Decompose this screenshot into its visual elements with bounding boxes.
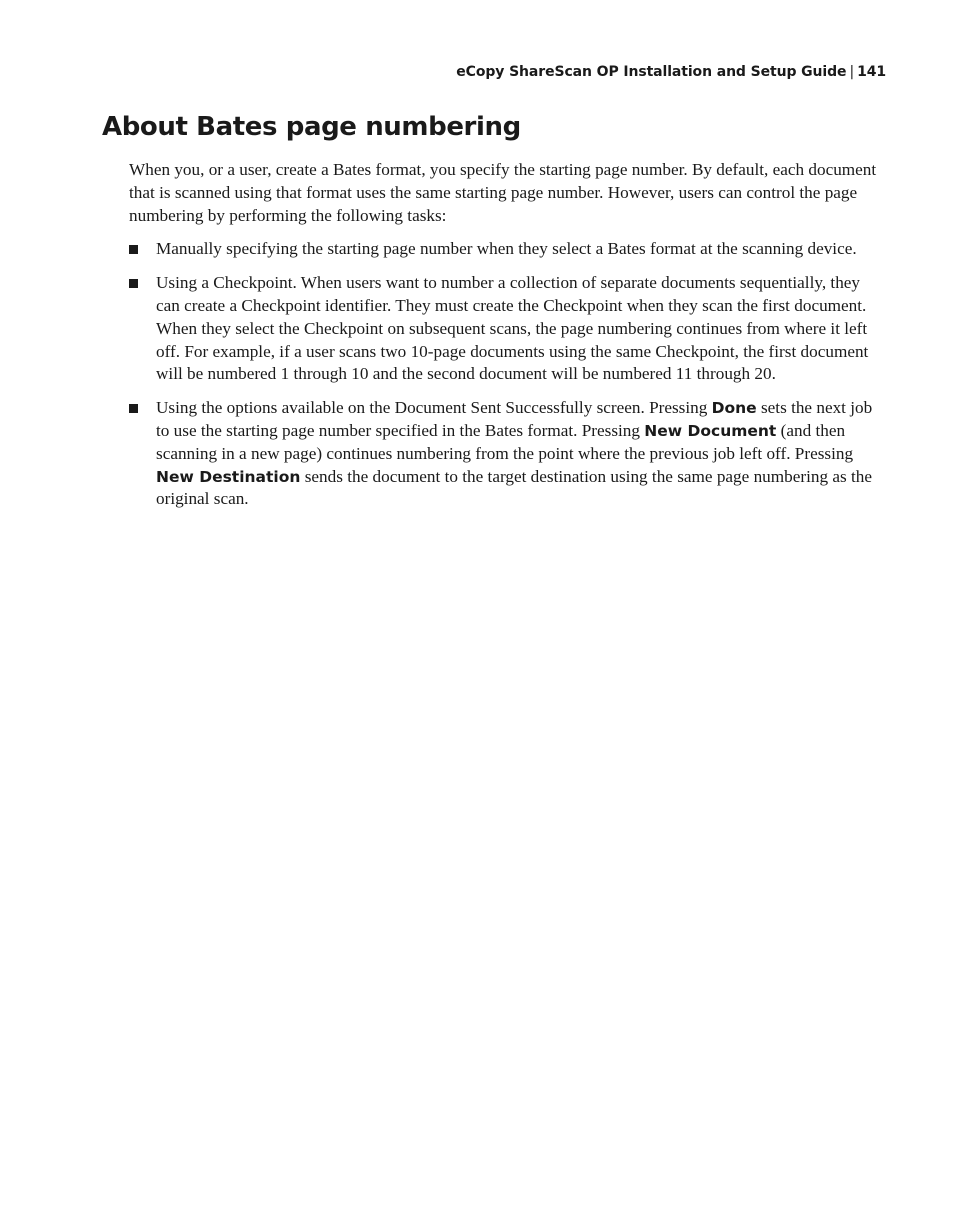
section-body [129,159,885,522]
list-item [129,238,885,261]
square-bullet-icon [129,404,138,413]
list-item [129,272,885,386]
ui-term-done: Done [711,399,757,418]
square-bullet-icon [129,279,138,288]
book-title: eCopy ShareScan OP Installation and Setup Guide [456,64,847,80]
header-separator: | [849,64,855,80]
page-number: 141 [857,64,886,80]
page-title: About Bates page numbering [102,112,521,142]
list-item-text-part: sets the next job to use the starting page number specified in the Bates format. Pressing [156,398,873,440]
list-item-text-part: Using the options available on the Document Sent Successfully screen. Pressing [156,398,712,418]
square-bullet-icon [129,245,138,254]
list-item-text-part: (and then scanning in a new page) continues numbering from the point where the previous job left off. Pressing [156,420,854,463]
ui-term-new-destination: New Destination [156,467,301,486]
ui-term-new-document: New Document [644,421,777,440]
task-list [129,238,885,511]
list-item-text-part: sends the document to the target destination using the same page numbering as the original scan. [156,466,872,509]
list-item-text: Using a Checkpoint. When users want to number a collection of separate documents sequentially, they can create a Checkpoint identifier. They must create the Checkpoint when they scan the first document. When they select the Checkpoint on subsequent scans, the page numbering continues from where it left off. For example, if a user scans two 10-page documents using the same Checkpoint, the first document will be numbered 1 through 10 and the second document will be numbered 11 through 20. [156,273,869,384]
intro-paragraph: When you, or a user, create a Bates format, you specify the starting page number. By default, each document that is scanned using that format uses the same starting page number. However, users can control the page numbering by performing the following tasks: [129,160,877,225]
running-header [456,64,886,80]
list-item-text: Manually specifying the starting page number when they select a Bates format at the scanning device. [156,239,857,259]
list-item [129,397,885,511]
